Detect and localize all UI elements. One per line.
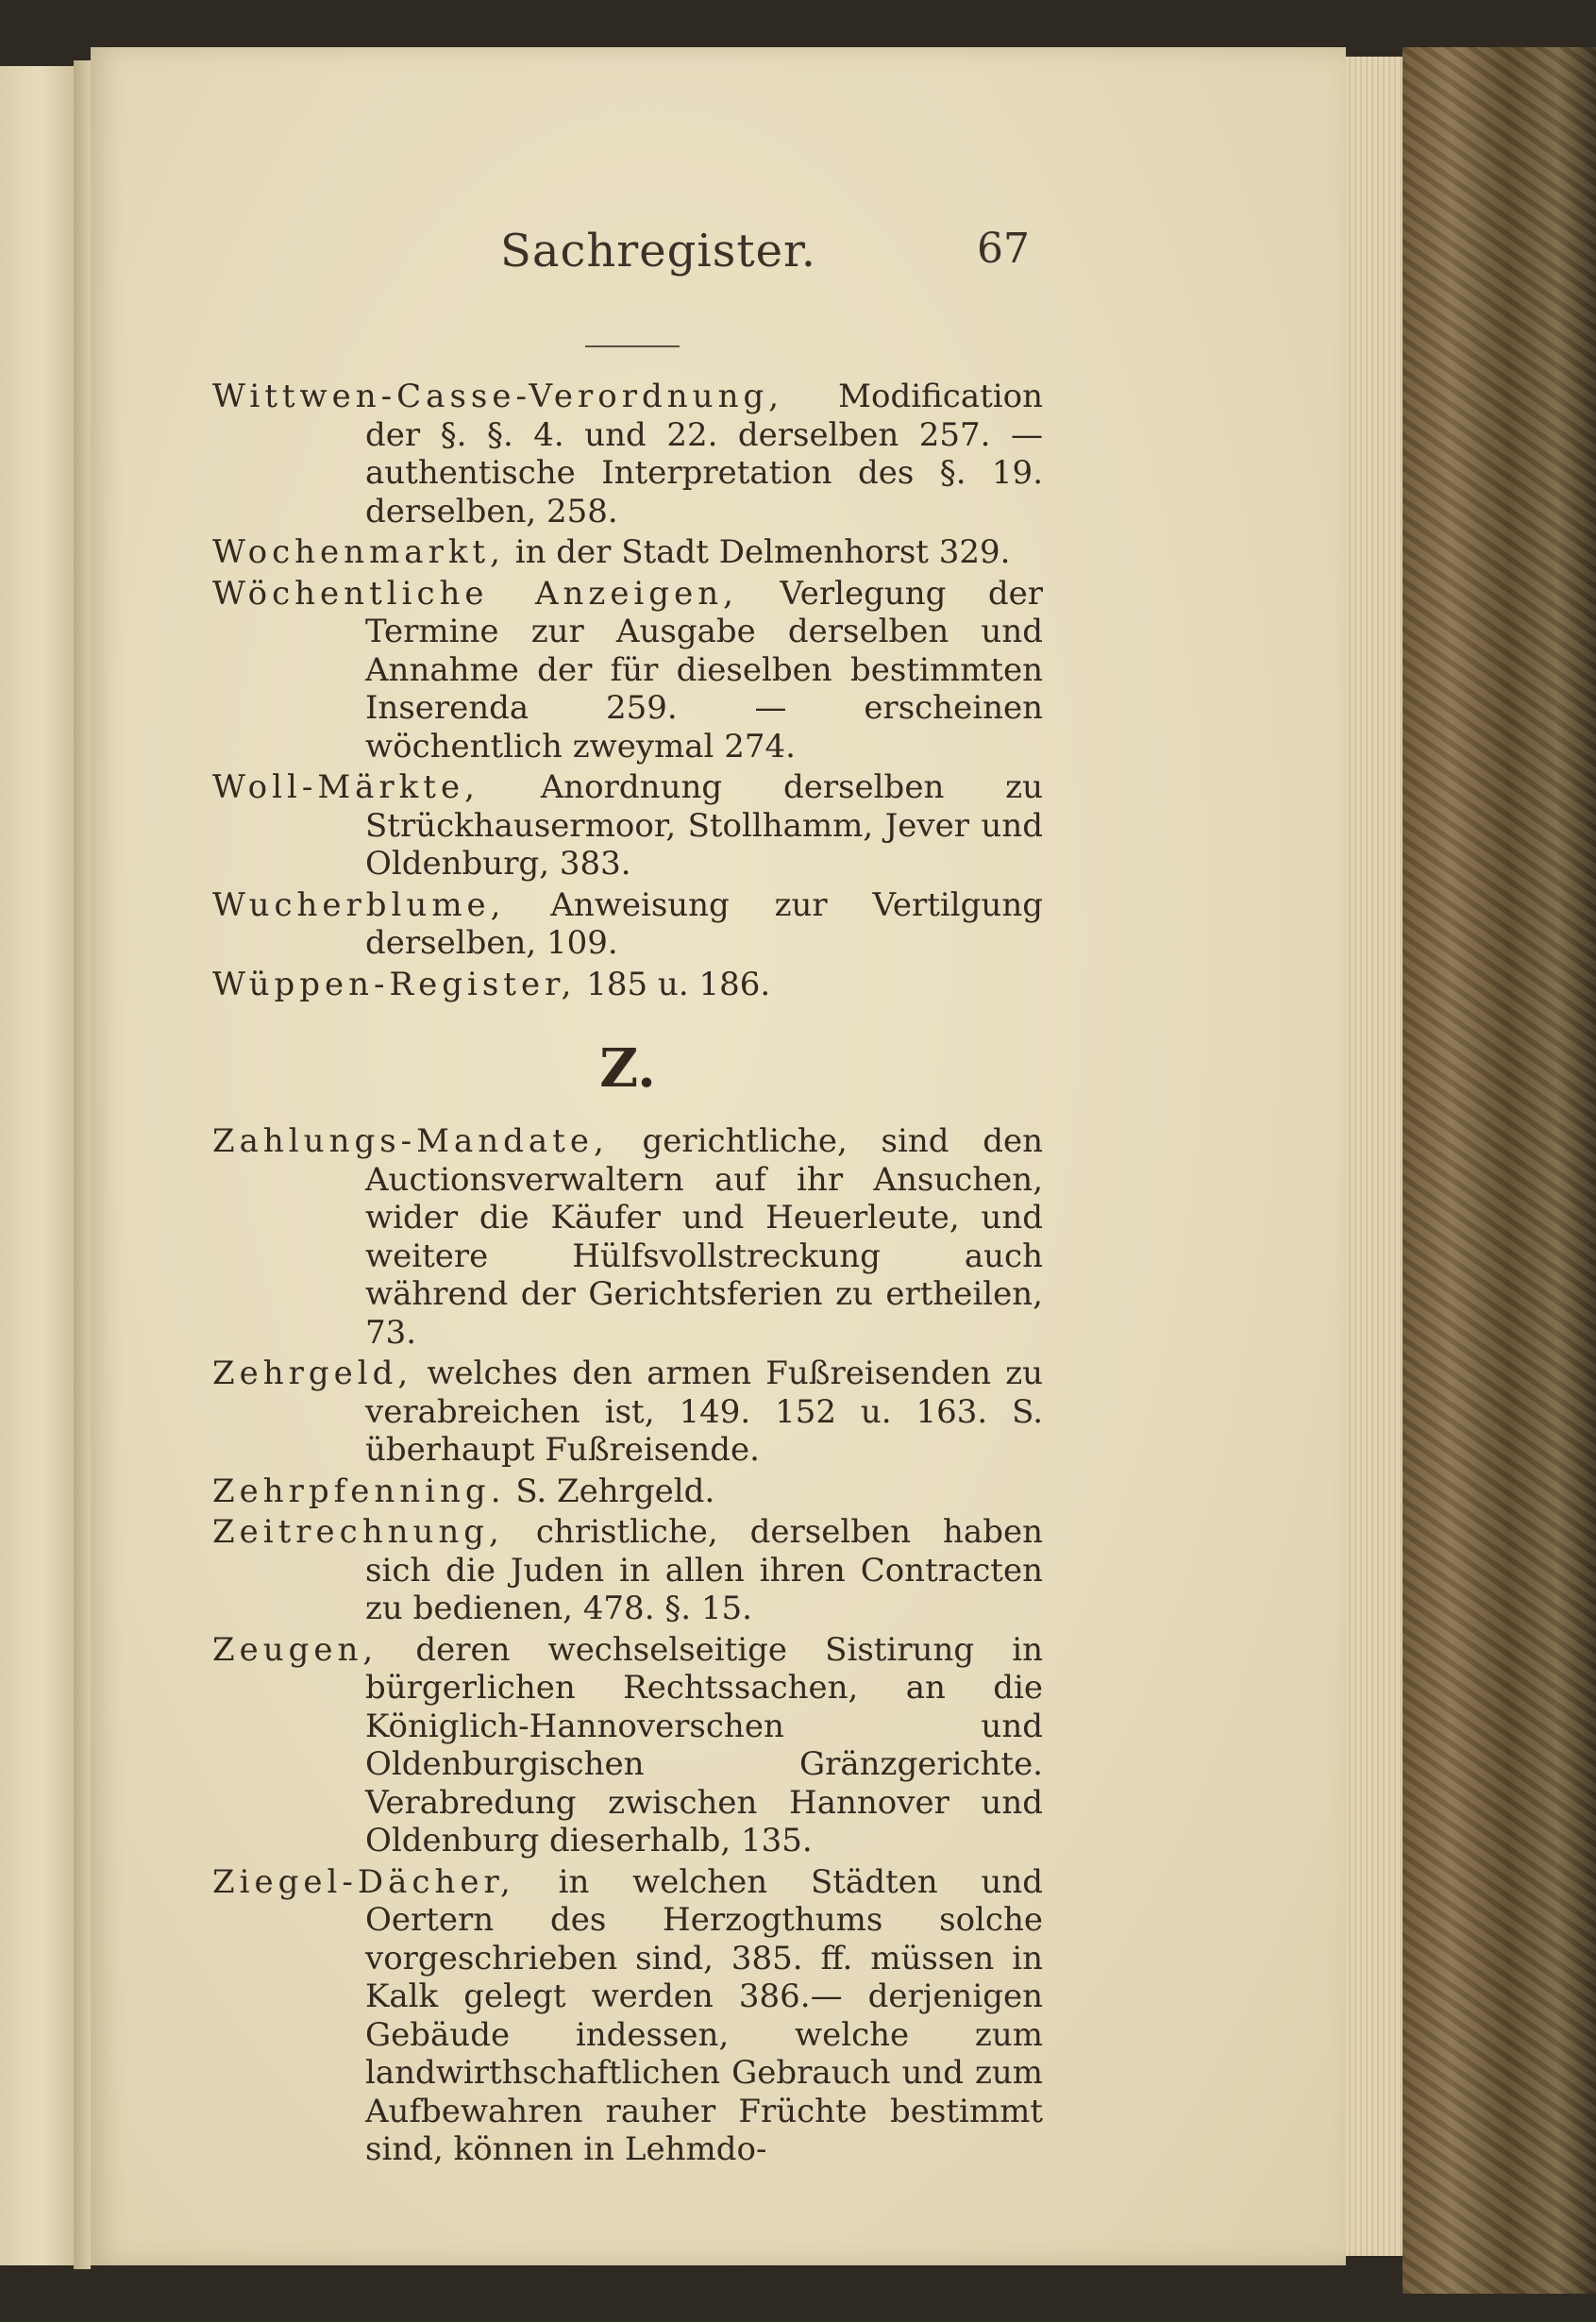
entry-text: christliche, derselben haben sich die Juden in allen ihren Contracten zu bedienen, 478. §. 15. <box>365 1513 1043 1627</box>
book-gutter <box>74 60 91 2269</box>
marbled-cover <box>1403 47 1596 2294</box>
index-entry <box>212 1631 1043 1860</box>
entry-text: deren wechselseitige Sistirung in bürgerlichen Rechtssachen, an die Königlich-Hannoverschen und Oldenburgischen Gränzgerichte. Verabredung zwischen Hannover und Oldenburg dieserhalb, 135. <box>365 1630 1043 1859</box>
entry-text: gerichtliche, sind den Auctionsverwaltern auf ihr Ansuchen, wider die Käufer und Heuerleute, und weitere Hülfsvollstreckung auch während der Gerichtsferien zu ertheilen, 73. <box>365 1122 1043 1352</box>
entry-text: in der Stadt Delmenhorst 329. <box>504 533 1011 571</box>
entry-keyword: Zehrgeld, <box>212 1354 413 1392</box>
index-entry <box>212 378 1043 530</box>
entry-text: Anweisung zur Vertilgung derselben, 109. <box>365 885 1043 962</box>
index-entry <box>212 1513 1043 1628</box>
left-page-edge <box>0 66 76 2265</box>
entry-keyword: Wüppen-Register, <box>212 965 577 1003</box>
entry-keyword: Zehrpfenning. <box>212 1472 506 1510</box>
entry-text: welches den armen Fußreisenden zu verabreichen ist, 149. 152 u. 163. S. überhaupt Fußreisende. <box>365 1354 1043 1469</box>
entry-keyword: Zahlungs-Mandate, <box>212 1122 609 1160</box>
entry-text: S. Zehrgeld. <box>505 1472 715 1510</box>
entry-keyword: Woll-Märkte, <box>212 768 479 806</box>
entry-keyword: Zeitrechnung, <box>212 1513 504 1551</box>
entry-text: Verlegung der Termine zur Ausgabe derselben und Annahme der für dieselben bestimmten Inserenda 259. — erscheinen wöchentlich zweymal 274. <box>365 574 1043 766</box>
index-entry <box>212 966 1043 1004</box>
page-number: 67 <box>977 225 1030 273</box>
entry-keyword: Wöchentliche Anzeigen, <box>212 574 738 613</box>
page-edges <box>1346 57 1403 2256</box>
entry-keyword: Ziegel-Dächer, <box>212 1862 515 1901</box>
section-letter: Z. <box>599 1037 656 1100</box>
entry-keyword: Wucherblume, <box>212 885 506 924</box>
running-head <box>500 225 1067 291</box>
header-rule <box>585 345 680 347</box>
entry-keyword: Zeugen, <box>212 1630 378 1669</box>
index-entry <box>212 1122 1043 1352</box>
entry-keyword: Wittwen-Casse-Verordnung, <box>212 378 784 415</box>
entry-keyword: Wochenmarkt, <box>212 533 505 571</box>
page-title: Sachregister. <box>500 225 816 278</box>
index-entry <box>212 1354 1043 1470</box>
entry-text: Modification der §. §. 4. und 22. derselben 257. — authentische Interpretation des §. 19. derselben, 258. <box>365 378 1043 530</box>
index-entry <box>212 886 1043 963</box>
index-entry <box>212 575 1043 766</box>
index-entry <box>212 768 1043 883</box>
index-entries <box>212 378 1043 2172</box>
entry-text: 185 u. 186. <box>576 965 771 1003</box>
index-entry <box>212 1863 1043 2169</box>
entry-text: Anordnung derselben zu Strückhausermoor, Stollhamm, Jever und Oldenburg, 383. <box>365 768 1043 883</box>
index-entry <box>212 533 1043 572</box>
index-entry <box>212 1472 1043 1511</box>
entry-text: in welchen Städten und Oertern des Herzogthums solche vorgeschrieben sind, 385. ff. müssen in Kalk gelegt werden 386.— derjenigen Gebäude indessen, welche zum landwirthschaftlichen Gebrauch und zum Aufbewahren rauher Früchte bestimmt sind, können in Lehmdo- <box>365 1862 1043 2168</box>
